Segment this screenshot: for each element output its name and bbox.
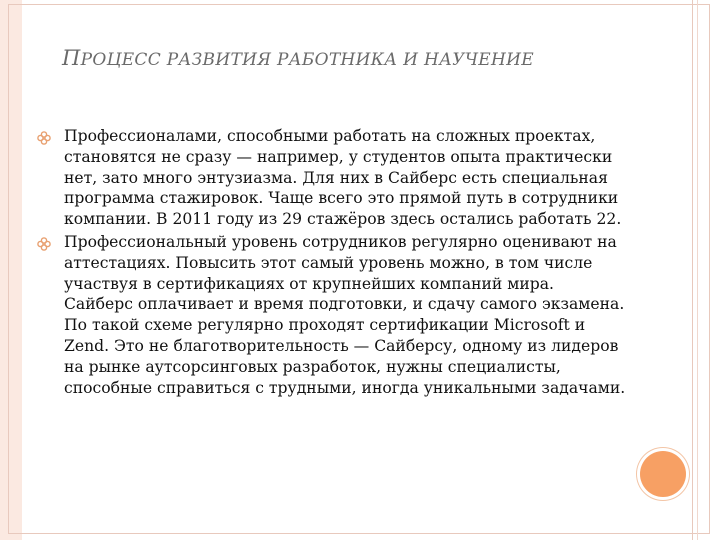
bullet-list: [36, 126, 626, 400]
title-rest: РОЦЕСС РАЗВИТИЯ РАБОТНИКА И НАУЧЕНИЕ: [80, 50, 534, 70]
frame-right-line-inner: [697, 0, 698, 540]
bullet-flower-icon: [36, 236, 52, 252]
bullet-item-2: [36, 232, 626, 398]
title-first-letter: П: [62, 46, 81, 70]
bullet-flower-icon: [36, 130, 52, 146]
frame-right-line: [692, 0, 693, 540]
slide-title: [62, 46, 682, 70]
bullet-text-2: Профессиональный уровень сотрудников регулярно оценивают на аттестациях. Повысить этот самый уровень можно, в том числе участвуя в сертификациях от крупнейших компаний мира. Сайберс оплачивает и время подготовки, и сдачу самого экзамена. По такой схеме регулярно проходят сертификации Microsoft и Zend. Это не благотворительность — Сайберсу, одному из лидеров на рынке аутсорсинговых разработок, нужны специалисты, способные справиться с трудными, иногда уникальными задачами.: [64, 232, 626, 397]
bullet-text-1: Профессионалами, способными работать на сложных проектах, становятся не сразу — например, у студентов опыта практически нет, зато много энтузиазма. Для них в Сайберс есть специальная программа стажировок. Чаще всего это прямой путь в сотрудники компании. В 2011 году из 29 стажёров здесь остались работать 22.: [64, 127, 622, 229]
bullet-item-1: [36, 126, 626, 230]
decorative-circle: [640, 451, 686, 497]
